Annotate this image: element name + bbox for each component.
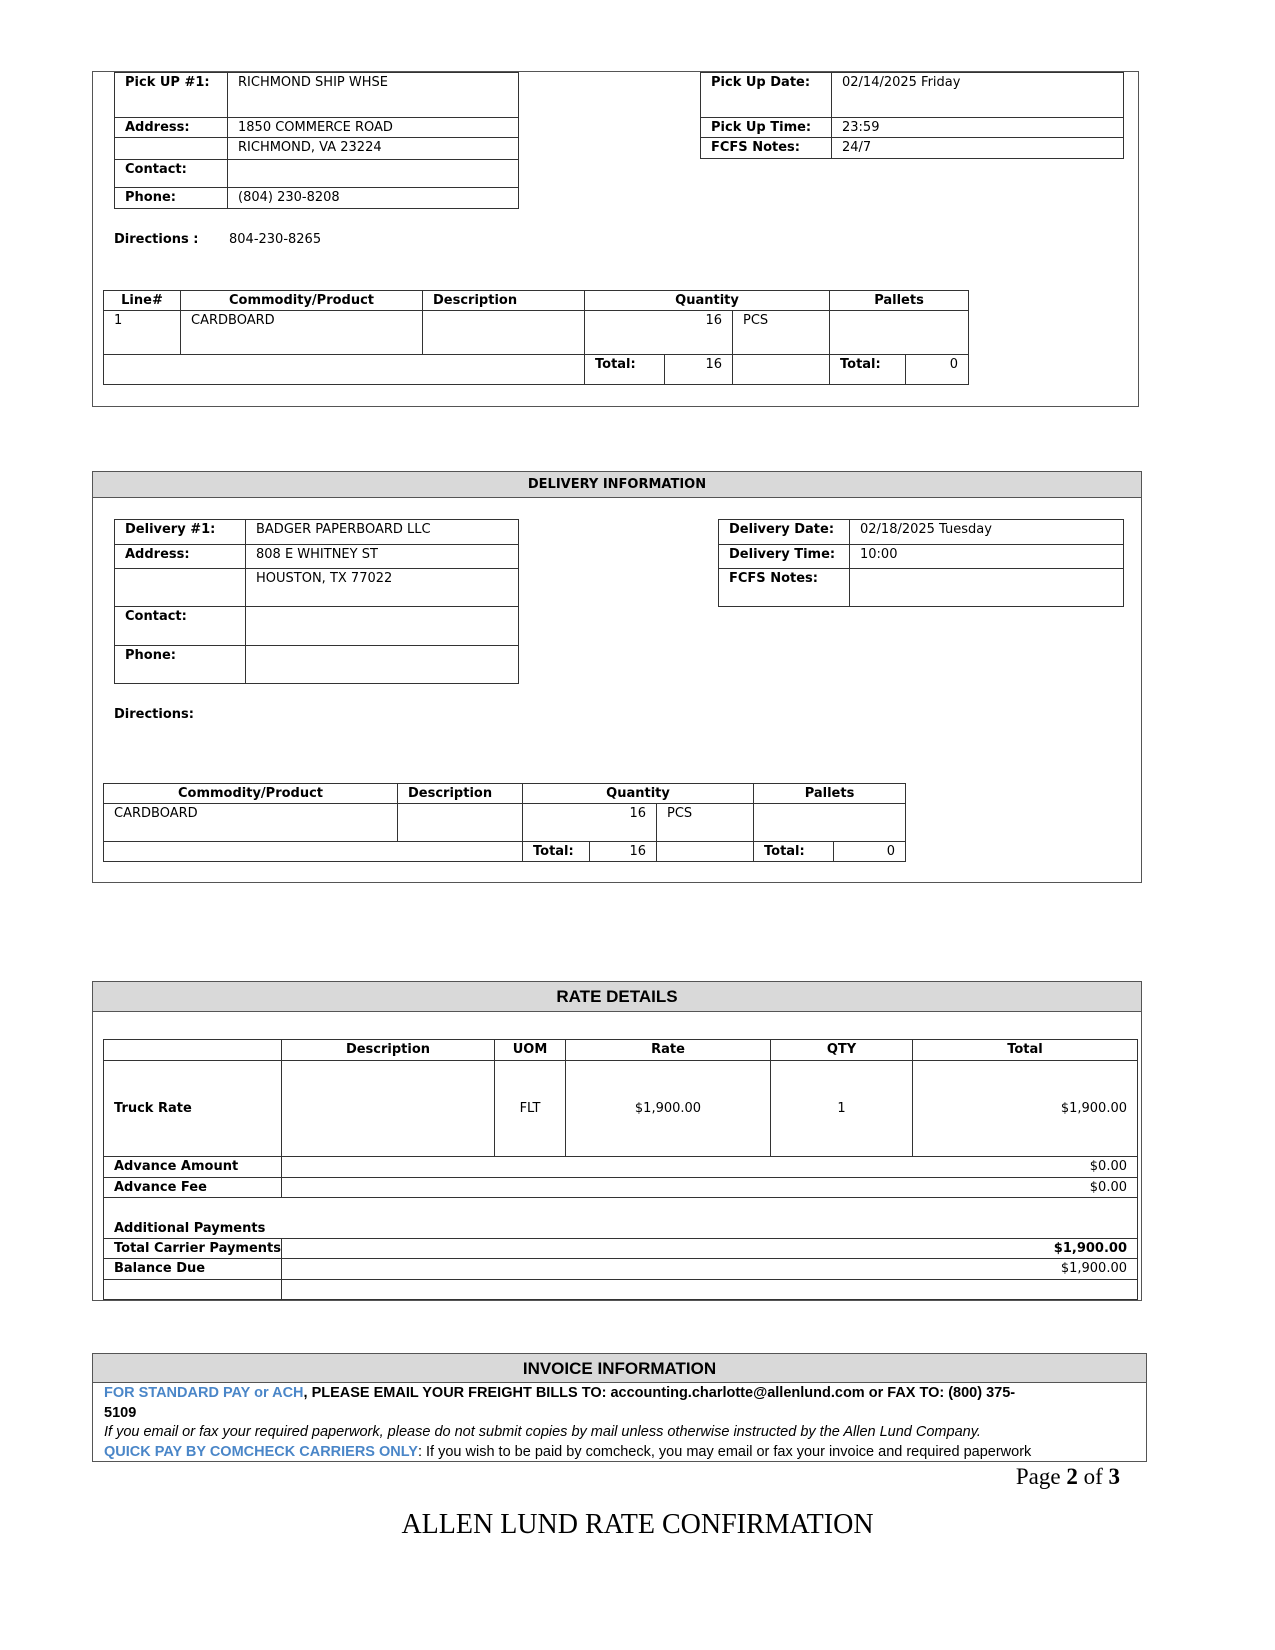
pallets-total-value: 0 xyxy=(834,842,906,862)
col-description: Description xyxy=(282,1040,495,1061)
balance-due-value: $1,900.00 xyxy=(282,1259,1138,1280)
col-pallets: Pallets xyxy=(754,784,906,804)
pallets-total-label: Total: xyxy=(830,355,906,385)
pickup-contact-label: Contact: xyxy=(115,160,228,188)
rate-title: RATE DETAILS xyxy=(93,982,1141,1012)
delivery-fcfs-label: FCFS Notes: xyxy=(719,569,850,607)
item-qty: 16 xyxy=(523,804,657,842)
truck-rate-rate: $1,900.00 xyxy=(566,1061,771,1157)
pickup-time-label: Pick Up Time: xyxy=(701,118,832,138)
col-commodity: Commodity/Product xyxy=(181,291,423,311)
delivery-directions-label: Directions: xyxy=(114,707,194,722)
col-total: Total xyxy=(913,1040,1138,1061)
invoice-line-4 xyxy=(104,1443,1139,1462)
delivery-date-label: Delivery Date: xyxy=(719,520,850,545)
pickup-fcfs-label: FCFS Notes: xyxy=(701,138,832,159)
page-prefix: Page xyxy=(1015,1464,1067,1489)
balance-due-label: Balance Due xyxy=(104,1259,282,1280)
delivery-date-value: 02/18/2025 Tuesday xyxy=(850,520,1124,545)
pickup-contact-value xyxy=(228,160,519,188)
item-unit: PCS xyxy=(733,311,830,355)
pickup-date-value: 02/14/2025 Friday xyxy=(832,73,1124,118)
advance-fee-label: Advance Fee xyxy=(104,1178,282,1198)
invoice-line-1 xyxy=(104,1384,1139,1404)
pickup-directions-label: Directions : xyxy=(114,232,199,247)
page-total: 3 xyxy=(1108,1464,1120,1489)
item-line: 1 xyxy=(104,311,181,355)
item-commodity: CARDBOARD xyxy=(181,311,423,355)
delivery-address-label: Address: xyxy=(115,545,246,569)
col-quantity: Quantity xyxy=(523,784,754,804)
rate-blank-left xyxy=(104,1280,282,1300)
pickup-address-label: Address: xyxy=(115,118,228,138)
page-of: of xyxy=(1077,1464,1109,1489)
delivery-contact-label: Contact: xyxy=(115,607,246,646)
standard-pay-label: FOR STANDARD PAY or ACH xyxy=(104,1385,304,1401)
pickup-label: Pick UP #1: xyxy=(115,73,228,118)
item-description xyxy=(423,311,585,355)
total-carrier-label: Total Carrier Payments xyxy=(104,1239,282,1259)
truck-rate-qty: 1 xyxy=(771,1061,913,1157)
truck-rate-label: Truck Rate xyxy=(104,1061,282,1157)
invoice-title: INVOICE INFORMATION xyxy=(93,1354,1146,1383)
quick-pay-label: QUICK PAY BY COMCHECK CARRIERS ONLY xyxy=(104,1443,418,1460)
col-description: Description xyxy=(398,784,523,804)
totals-blank xyxy=(104,842,523,862)
delivery-schedule-table xyxy=(718,519,1124,607)
advance-amount-value: $0.00 xyxy=(282,1157,1138,1178)
invoice-body xyxy=(104,1384,1139,1461)
pickup-address-blank xyxy=(115,138,228,160)
rate-blank-right xyxy=(282,1280,1138,1300)
delivery-items-table xyxy=(103,783,906,862)
truck-rate-uom: FLT xyxy=(495,1061,566,1157)
col-uom: UOM xyxy=(495,1040,566,1061)
pickup-date-label: Pick Up Date: xyxy=(701,73,832,118)
delivery-phone-value xyxy=(246,646,519,684)
col-commodity: Commodity/Product xyxy=(104,784,398,804)
delivery-contact-value xyxy=(246,607,519,646)
invoice-line-2: 5109 xyxy=(104,1404,137,1421)
pallets-total-label: Total: xyxy=(754,842,834,862)
pickup-phone-label: Phone: xyxy=(115,188,228,209)
delivery-time-value: 10:00 xyxy=(850,545,1124,569)
pickup-schedule-table xyxy=(700,72,1124,159)
pickup-address-line2: RICHMOND, VA 23224 xyxy=(228,138,519,160)
delivery-address-line1: 808 E WHITNEY ST xyxy=(246,545,519,569)
qty-total-value: 16 xyxy=(590,842,657,862)
item-pallets xyxy=(830,311,969,355)
delivery-label: Delivery #1: xyxy=(115,520,246,545)
item-commodity: CARDBOARD xyxy=(104,804,398,842)
advance-amount-label: Advance Amount xyxy=(104,1157,282,1178)
pickup-name: RICHMOND SHIP WHSE xyxy=(228,73,519,118)
pallets-total-value: 0 xyxy=(906,355,969,385)
pickup-items-table xyxy=(103,290,969,385)
pickup-info-table xyxy=(114,72,519,209)
item-qty: 16 xyxy=(585,311,733,355)
qty-total-unit xyxy=(733,355,830,385)
total-carrier-value: $1,900.00 xyxy=(282,1239,1138,1259)
delivery-title: DELIVERY INFORMATION xyxy=(93,472,1141,498)
page-number xyxy=(1016,1464,1120,1490)
item-pallets xyxy=(754,804,906,842)
delivery-name: BADGER PAPERBOARD LLC xyxy=(246,520,519,545)
col-qty: QTY xyxy=(771,1040,913,1061)
item-description xyxy=(398,804,523,842)
document-title: ALLEN LUND RATE CONFIRMATION xyxy=(401,1509,874,1540)
qty-total-label: Total: xyxy=(523,842,590,862)
additional-payments-label: Additional Payments xyxy=(104,1198,1138,1239)
pickup-phone-value: (804) 230-8208 xyxy=(228,188,519,209)
delivery-time-label: Delivery Time: xyxy=(719,545,850,569)
truck-rate-description xyxy=(282,1061,495,1157)
delivery-phone-label: Phone: xyxy=(115,646,246,684)
delivery-fcfs-value xyxy=(850,569,1124,607)
item-unit: PCS xyxy=(657,804,754,842)
invoice-line-3: If you email or fax your required paperwork, please do not submit copies by mail unless otherwise instructed by the Allen Lund Company. xyxy=(104,1424,981,1440)
col-quantity: Quantity xyxy=(585,291,830,311)
truck-rate-total: $1,900.00 xyxy=(913,1061,1138,1157)
delivery-info-table xyxy=(114,519,519,684)
col-description: Description xyxy=(423,291,585,311)
col-line: Line# xyxy=(104,291,181,311)
quick-pay-instructions: : If you wish to be paid by comcheck, you may email or fax your invoice and required paperwork xyxy=(417,1443,1032,1460)
delivery-address-line2: HOUSTON, TX 77022 xyxy=(246,569,519,607)
qty-total-unit xyxy=(657,842,754,862)
col-pallets: Pallets xyxy=(830,291,969,311)
advance-fee-value: $0.00 xyxy=(282,1178,1138,1198)
standard-pay-instructions: , PLEASE EMAIL YOUR FREIGHT BILLS TO: accounting.charlotte@allenlund.com or FAX TO: (800) 375- xyxy=(303,1385,1016,1401)
totals-blank xyxy=(104,355,585,385)
qty-total-value: 16 xyxy=(665,355,733,385)
delivery-address-blank xyxy=(115,569,246,607)
page-current: 2 xyxy=(1066,1464,1078,1489)
pickup-fcfs-value: 24/7 xyxy=(832,138,1124,159)
pickup-time-value: 23:59 xyxy=(832,118,1124,138)
col-rate: Rate xyxy=(566,1040,771,1061)
pickup-directions-value: 804-230-8265 xyxy=(229,232,322,247)
pickup-address-line1: 1850 COMMERCE ROAD xyxy=(228,118,519,138)
qty-total-label: Total: xyxy=(585,355,665,385)
rate-header-blank xyxy=(104,1040,282,1061)
rate-table xyxy=(103,1039,1138,1300)
